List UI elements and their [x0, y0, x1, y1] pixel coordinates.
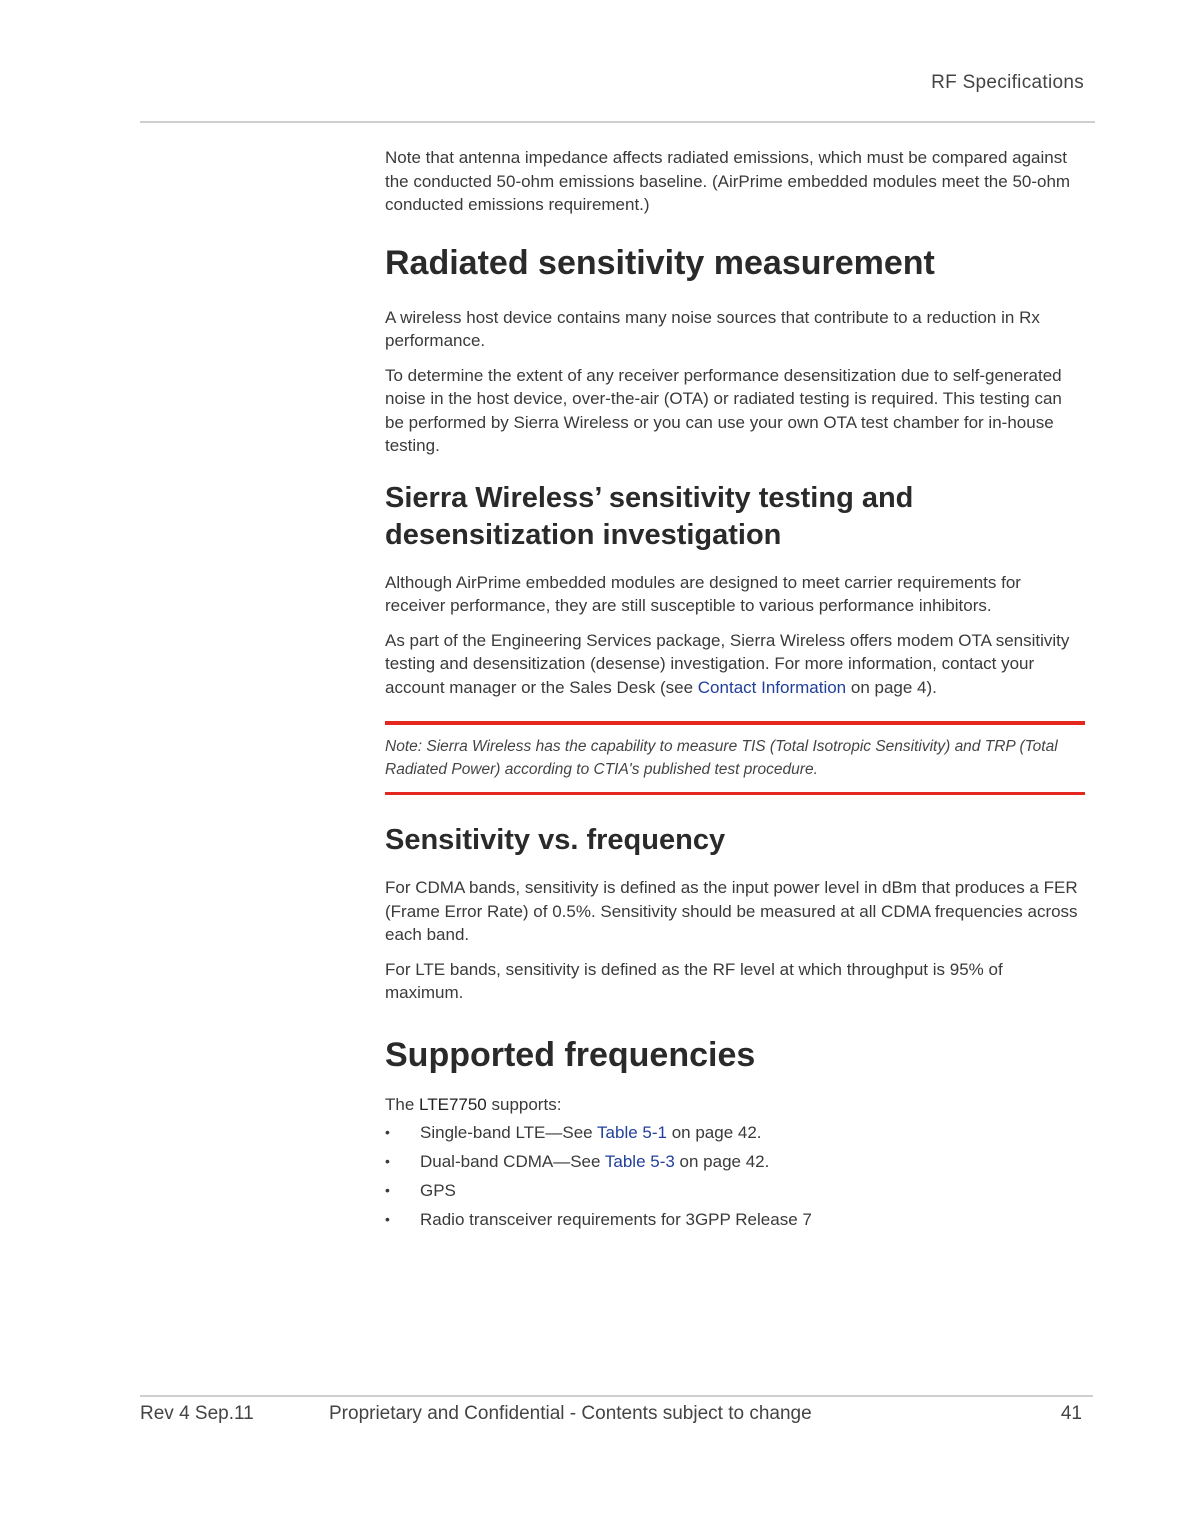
supported-intro-before: The	[385, 1094, 420, 1114]
sierra-paragraph-1: Although AirPrime embedded modules are designed to meet carrier requirements for receiver performance, they are still susceptible to various performance inhibitors.	[385, 572, 1021, 615]
list-item	[385, 1147, 1085, 1176]
list-item-text: Dual-band CDMA—See	[420, 1152, 605, 1171]
footer-revision: Rev 4 Sep.11	[140, 1403, 254, 1424]
supported-intro	[385, 1093, 1085, 1117]
list-item	[385, 1176, 1085, 1205]
intro-paragraph: Note that antenna impedance affects radiated emissions, which must be compared against the conducted 50-ohm emissions baseline. (AirPrime embedded modules meet the 50-ohm conducted emissions requirement.)	[385, 148, 1071, 214]
list-item-text: Single-band LTE—See	[420, 1123, 598, 1142]
note-box	[385, 721, 1085, 795]
heading-sensitivity-vs-frequency: Sensitivity vs. frequency	[385, 824, 726, 856]
running-header-title: RF Specifications	[931, 72, 1084, 93]
sensitivity-paragraph-1: For CDMA bands, sensitivity is defined as the input power level in dBm that produces a FER (Frame Error Rate) of 0.5%. Sensitivity should be measured at all CDMA frequencies across each band.	[385, 878, 1078, 944]
supported-intro-after: supports:	[486, 1094, 562, 1114]
bullet-icon: •	[385, 1211, 390, 1227]
radiated-paragraph-2: To determine the extent of any receiver performance desensitization due to self-generated noise in the host device, over-the-air (OTA) or radiated testing is required. This testing can be performed by Sierra Wireless or you can use your own OTA test chamber for in-house testing.	[385, 365, 1062, 455]
list-item	[385, 1205, 1085, 1234]
table-5-1-link[interactable]: Table 5-1	[597, 1123, 667, 1142]
contact-information-link[interactable]: Contact Information	[697, 677, 847, 697]
list-item-text: Radio transceiver requirements for 3GPP Release 7	[420, 1210, 812, 1229]
table-5-3-link[interactable]: Table 5-3	[604, 1152, 675, 1171]
footer-notice: Proprietary and Confidential - Contents subject to change	[329, 1403, 812, 1424]
note-text: Note: Sierra Wireless has the capability to measure TIS (Total Isotropic Sensitivity) and TRP (Total Radiated Power) according to CTIA's published test procedure.	[385, 738, 1058, 778]
list-item-text-after: on page 42.	[666, 1123, 762, 1142]
product-name: LTE7750	[419, 1094, 487, 1114]
sensitivity-paragraph-2: For LTE bands, sensitivity is defined as the RF level at which throughput is 95% of maximum.	[385, 959, 1003, 1002]
footer-rule	[140, 1395, 1093, 1397]
radiated-paragraph-1: A wireless host device contains many noise sources that contribute to a reduction in Rx performance.	[385, 307, 1040, 350]
list-item-text: GPS	[420, 1181, 456, 1200]
bullet-icon: •	[385, 1124, 390, 1140]
list-item-text-after: on page 42.	[674, 1152, 770, 1171]
heading-sierra-testing: Sierra Wireless’ sensitivity testing and desensitization investigation	[385, 481, 914, 551]
bullet-icon: •	[385, 1182, 390, 1198]
heading-radiated-sensitivity: Radiated sensitivity measurement	[385, 243, 935, 282]
footer-page-number: 41	[1060, 1403, 1082, 1424]
sierra-paragraph-2	[385, 629, 1085, 700]
heading-supported-frequencies: Supported frequencies	[385, 1035, 756, 1074]
bullet-icon: •	[385, 1153, 390, 1169]
list-item	[385, 1118, 1085, 1147]
supported-list	[385, 1118, 1085, 1234]
main-content	[385, 146, 1085, 1234]
sierra-p2-text-after: on page 4).	[846, 677, 937, 697]
header-rule	[140, 121, 1095, 123]
sierra-p2-text-before: As part of the Engineering Services package, Sierra Wireless offers modem OTA sensitivity testing and desensitization (desense) investigation. For more information, contact your account manager or the Sales Desk (see	[385, 630, 1070, 697]
